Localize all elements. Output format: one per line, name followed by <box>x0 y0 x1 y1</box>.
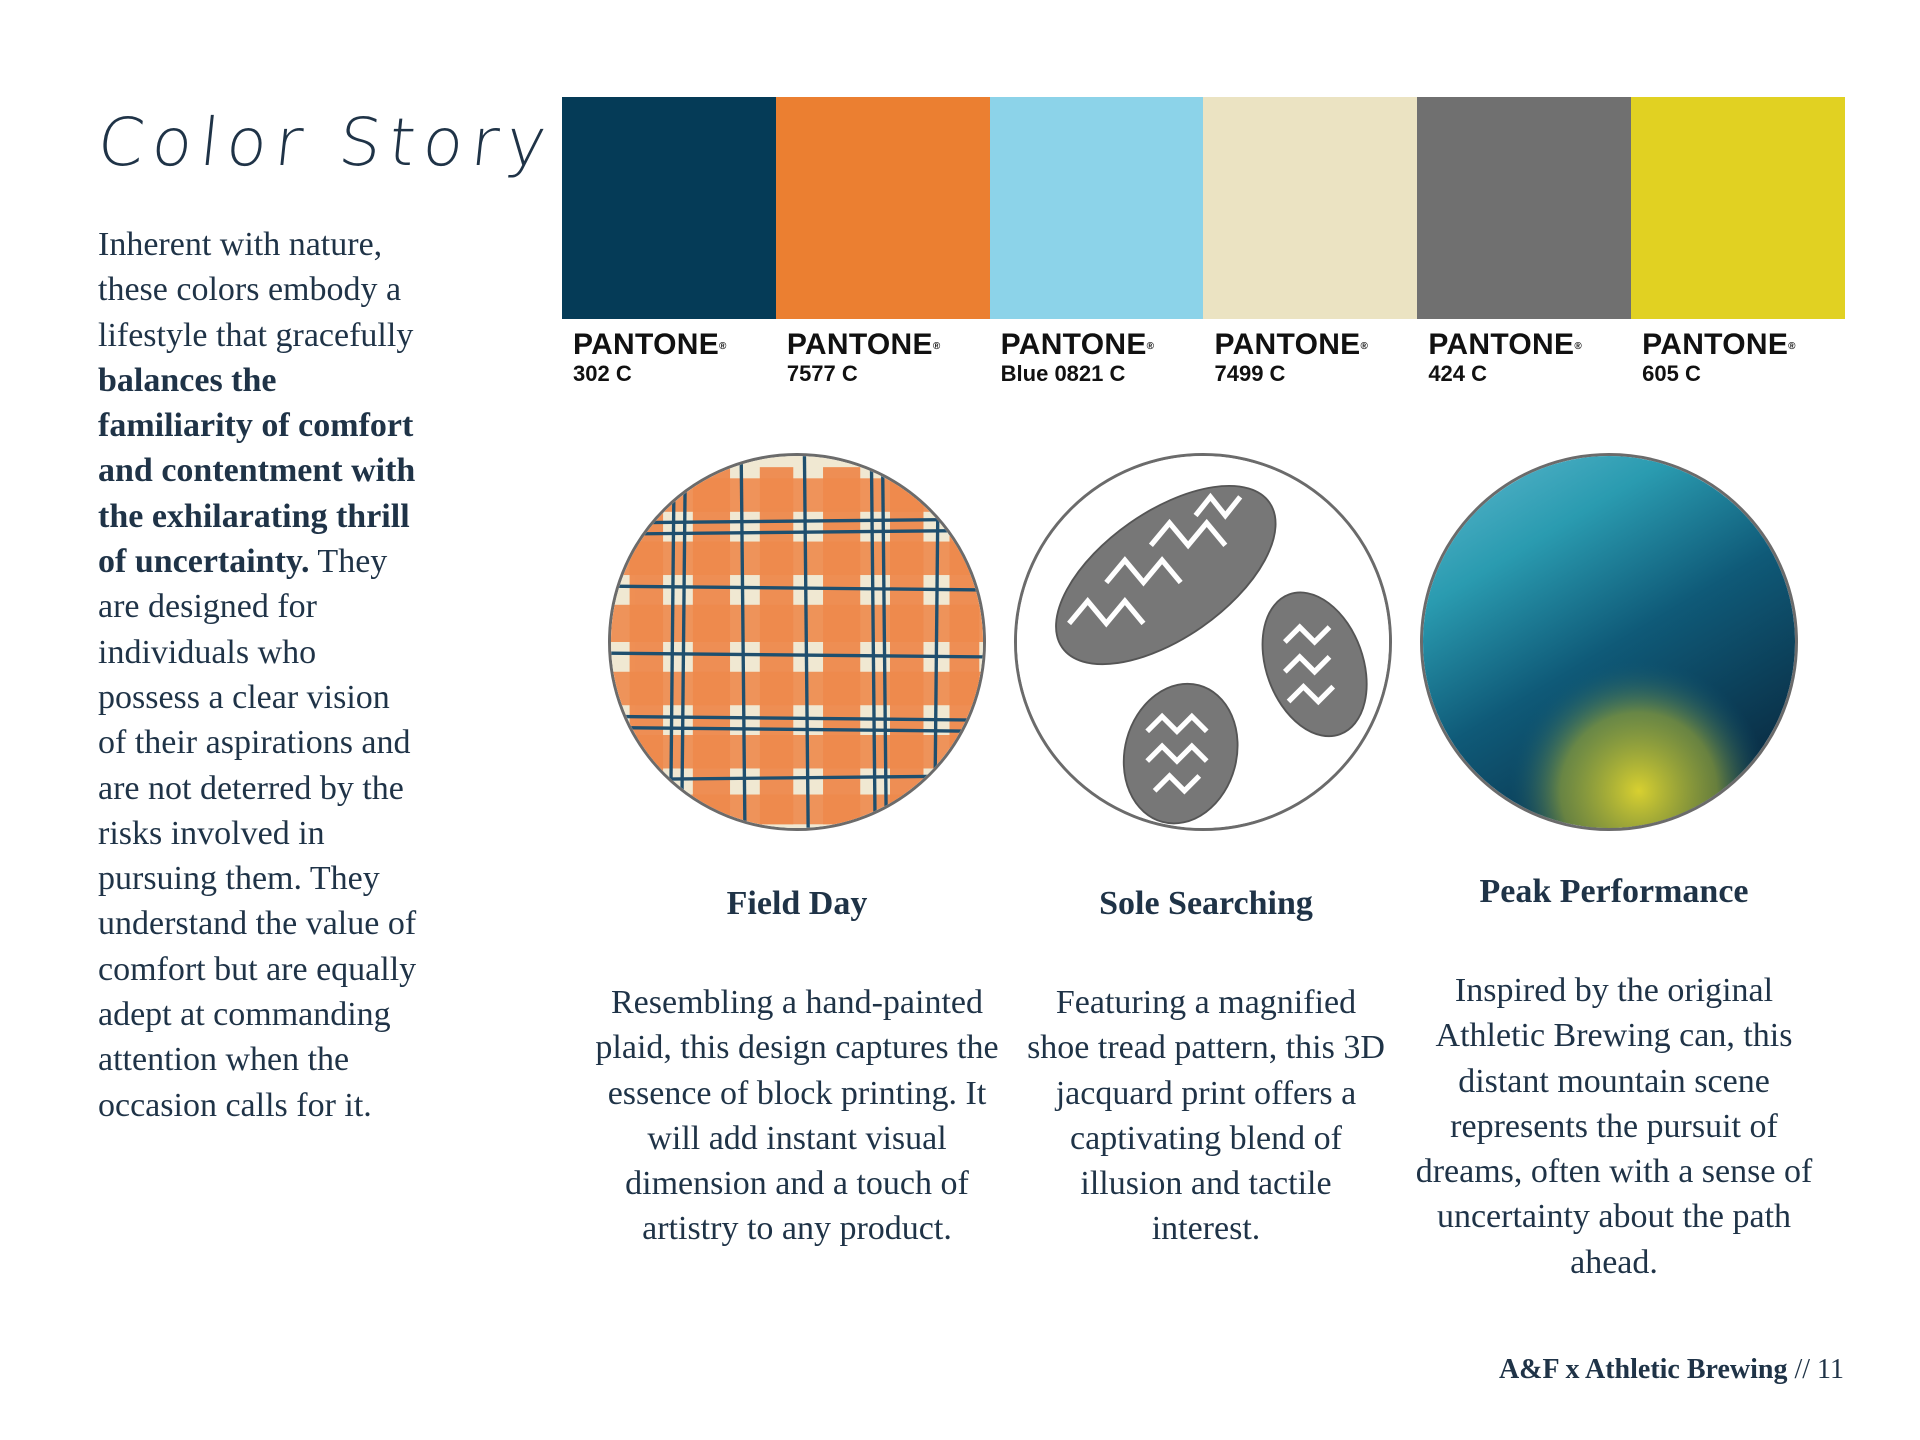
pantone-code: 7499 C <box>1214 361 1286 386</box>
pantone-code: 302 C <box>573 361 632 386</box>
feature-desc-field-day: Resembling a hand-painted plaid, this design captures the essence of block printing. It will add instant visual dimension and a touch of artistry to any product. <box>595 984 999 1248</box>
pantone-label: PANTONE® 424 C <box>1417 319 1631 387</box>
plaid-pattern-image <box>608 453 986 831</box>
intro-paragraph <box>98 222 418 1128</box>
intro-text-1: Inherent with nature, these colors embody a lifestyle that gracefully <box>98 226 414 354</box>
pantone-label: PANTONE® 7577 C <box>776 319 990 387</box>
mountain-scene-image <box>1420 453 1798 831</box>
pantone-label: PANTONE® 605 C <box>1631 319 1845 387</box>
swatch-605c <box>1631 97 1845 319</box>
page-number: 11 <box>1817 1354 1844 1385</box>
feature-title-field-day: Field Day <box>726 885 868 922</box>
page-footer: A&F x Athletic Brewing // 11 <box>1498 1354 1844 1385</box>
swatch-7577c <box>776 97 990 319</box>
pantone-code: 605 C <box>1642 361 1701 386</box>
swatch-7499c <box>1203 97 1417 319</box>
pantone-label: PANTONE® 302 C <box>562 319 776 387</box>
feature-desc-peak-performance: Inspired by the original Athletic Brewing can, this distant mountain scene represents the pursuit of dreams, often with a sense of uncertainty about the path ahead. <box>1415 972 1813 1281</box>
swatch-424c <box>1417 97 1631 319</box>
swatch-302c <box>562 97 776 319</box>
pantone-code: 424 C <box>1428 361 1488 386</box>
page-title: Color Story <box>93 104 558 181</box>
feature-desc-sole-searching: Featuring a magnified shoe tread pattern, this 3D jacquard print offers a captivating blend of illusion and tactile interest. <box>1027 984 1385 1248</box>
pantone-label: PANTONE® 7499 C <box>1203 319 1417 387</box>
intro-text-bold: balances the familiarity of comfort and contentment with the exhilarating thrill of uncertainty. <box>98 361 416 581</box>
feature-title-peak-performance: Peak Performance <box>1479 873 1749 910</box>
shoe-tread-pattern-image <box>1014 453 1392 831</box>
pantone-code: 7577 C <box>786 361 858 386</box>
feature-title-sole-searching: Sole Searching <box>1099 885 1313 922</box>
intro-text-2: They are designed for individuals who possess a clear vision of their aspirations and are not deterred by the risks involved in pursuing them. They understand the value of comfort but are equally adept at commanding attention when the occasion calls for it. <box>98 543 417 1124</box>
color-palette <box>562 97 1845 387</box>
pantone-code: Blue 0821 C <box>1000 361 1126 386</box>
pantone-label: PANTONE® Blue 0821 C <box>990 319 1204 387</box>
swatch-blue0821c <box>990 97 1204 319</box>
